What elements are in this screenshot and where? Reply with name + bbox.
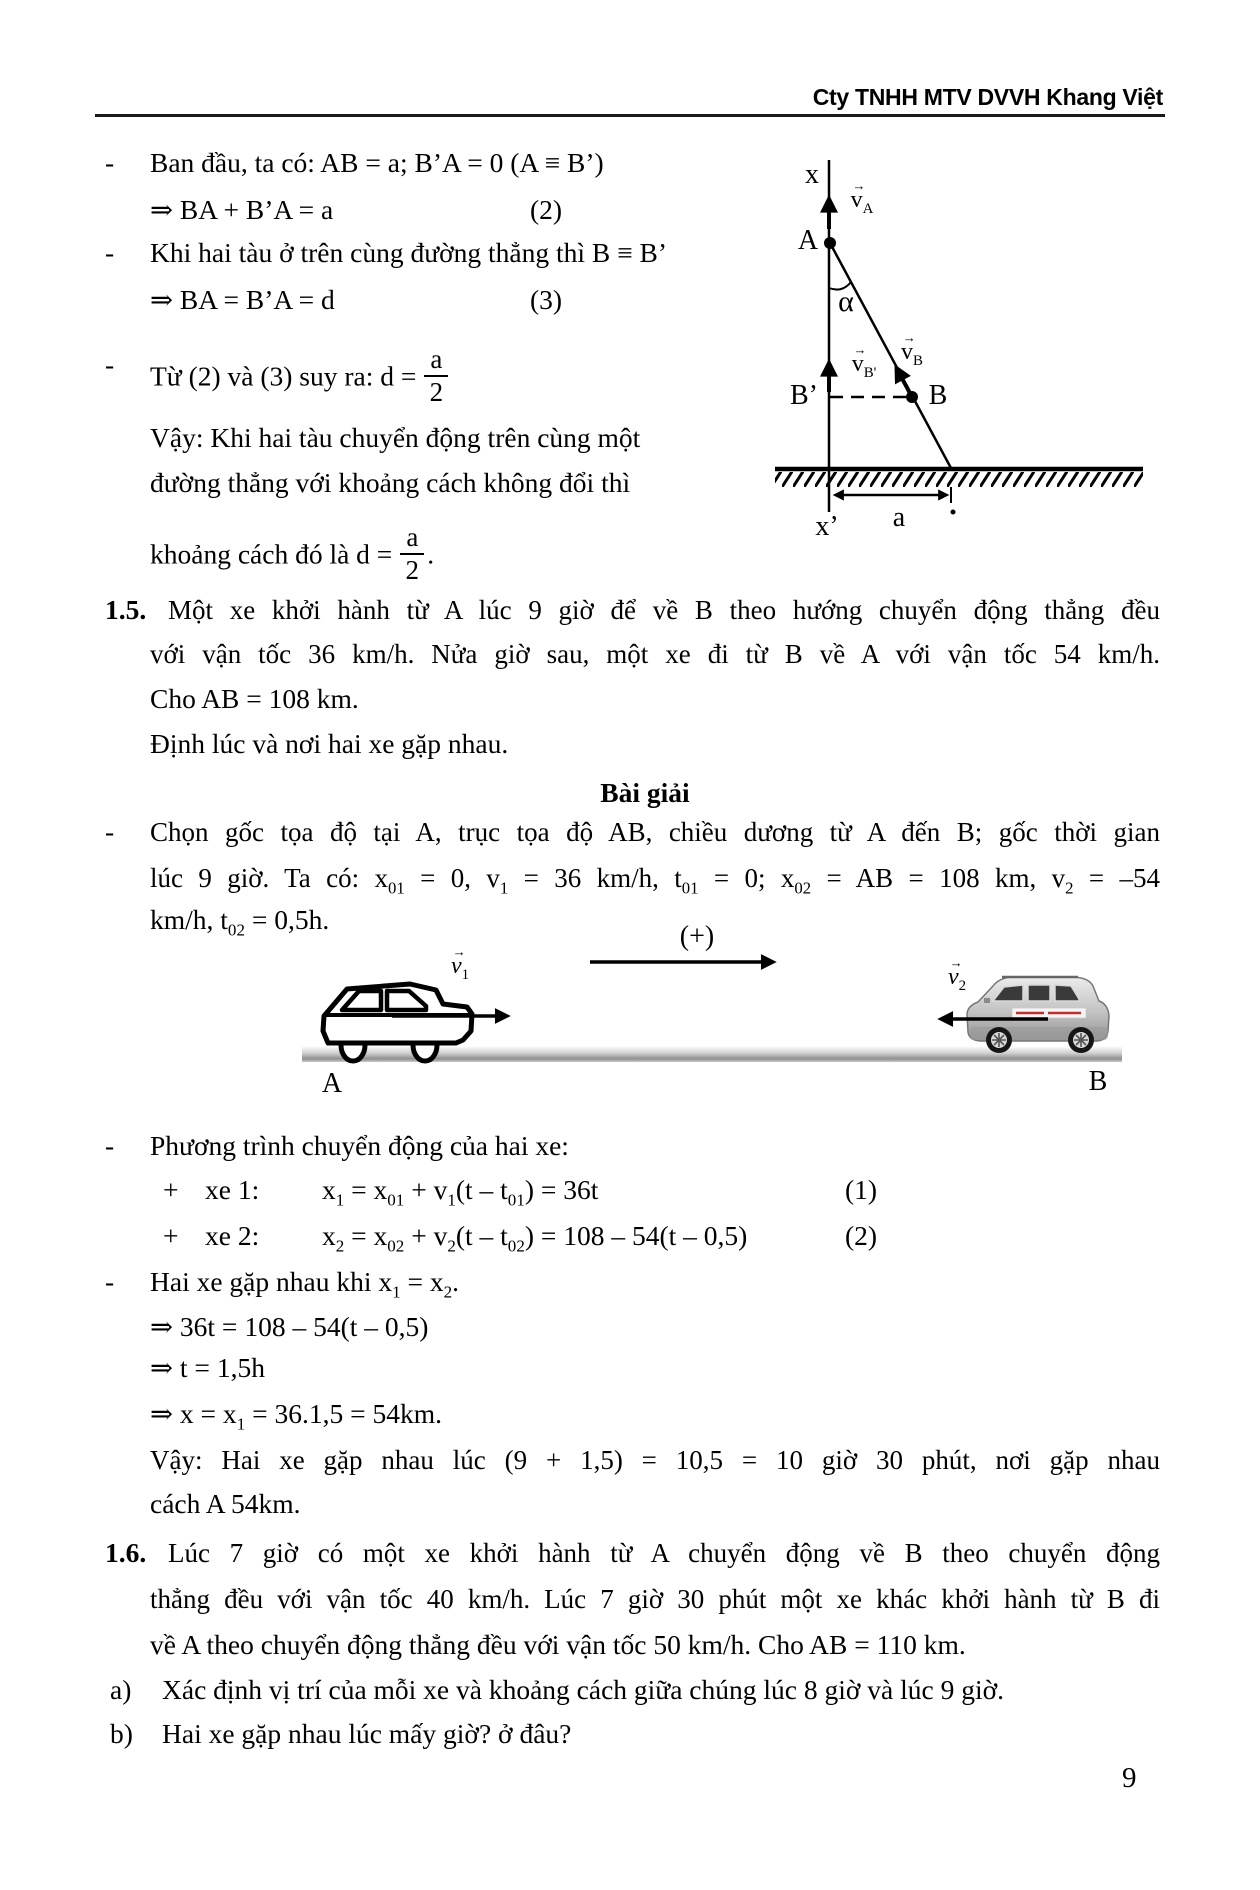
xe2-equation: $x_2 = x_{02} + v_2(t - t_{02}) = 108 - 54(t - 0,5)$ <box>322 1220 748 1256</box>
problem-1-5-line2: với vận tốc 36 km/h. Nửa giờ sau, một xe đi từ B về A với vận tốc 54 km/h. <box>150 639 1160 669</box>
line-ban-dau: Ban đầu, ta có: AB = a; B’A = 0 (A ≡ B’) <box>150 147 604 178</box>
bullet-dash: - <box>105 1266 115 1297</box>
xe1-label: xe 1: <box>205 1174 260 1205</box>
fig1-diagram <box>760 130 1180 570</box>
fig2-diagram <box>290 900 1150 1100</box>
problem-1-5-line4: Định lúc và nơi hai xe gặp nhau. <box>150 728 509 759</box>
fraction-a-2: $\frac{a}{2}$ <box>424 344 448 408</box>
bullet-plus: + <box>163 1174 179 1205</box>
line-tu-2-va-3 <box>150 344 451 411</box>
car2-suv-image <box>967 977 1109 1053</box>
solution-line-chon-goc: Chọn gốc tọa độ tại A, trục tọa độ AB, chiều dương từ A đến B; gốc thời gian <box>150 817 1160 847</box>
bullet-dash: - <box>105 237 115 268</box>
bullet-dash: - <box>105 147 115 178</box>
header-rule <box>95 114 1165 117</box>
fig1-point-Bp-label: B’ <box>790 380 818 411</box>
line-vay-3-text: khoảng cách đó là d = <box>150 538 393 570</box>
solution-line-phuong-trinh: Phương trình chuyển động của hai xe: <box>150 1130 569 1161</box>
solution-step-1: ⇒ 36t = 108 – 54(t – 0,5) <box>150 1311 429 1342</box>
solution-line-ta-co: lúc 9 giờ. Ta có: $x_{01} = 0$, $v_1 = 36$ km/h, $t_{01} = 0$; $x_{02}$ = AB = 108 km, $v_2 = -54$ <box>150 863 1160 898</box>
fig1-point-B-label: B <box>928 380 948 411</box>
eq1-number: (1) <box>845 1174 878 1205</box>
line-vay-1: Vậy: Khi hai tàu chuyển động trên cùng một <box>150 422 641 453</box>
problem-1-5-line3: Cho AB = 108 km. <box>150 683 359 714</box>
eq2-number: (2) <box>530 194 563 225</box>
fig1-point-B-dot <box>906 391 918 403</box>
eq3-number: (3) <box>530 284 563 315</box>
problem-1-6-line1: Lúc 7 giờ có một xe khởi hành từ A chuyển động về B theo chuyển động <box>168 1538 1160 1568</box>
fig1-xprime-label: x’ <box>815 511 839 542</box>
page-number: 9 <box>1122 1762 1137 1794</box>
solution-conclusion-1: Vậy: Hai xe gặp nhau lúc (9 + 1,5) = 10,5 = 10 giờ 30 phút, nơi gặp nhau <box>150 1445 1160 1475</box>
xe2-label: xe 2: <box>205 1220 260 1251</box>
fraction-a-2: $\frac{a}{2}$ <box>400 522 424 586</box>
solution-step-3: ⇒ $x = x_1 = 36.1,5 = 54km$. <box>150 1398 442 1434</box>
fig1-vB-label: → $v_B$ <box>901 340 923 364</box>
solution-line-gap-nhau: Hai xe gặp nhau khi $x_1 = x_2$. <box>150 1266 460 1302</box>
line-vay-3: khoảng cách đó là d = $\frac{a}{2}$ . <box>150 522 435 585</box>
fig1-x-axis-label: x <box>805 159 819 190</box>
problem-1-5-number: 1.5. <box>105 594 147 625</box>
solution-line-t02: km/h, $t_{02} = 0,5h$. <box>150 904 330 940</box>
eq2b-number: (2) <box>845 1220 878 1251</box>
problem-1-5-line1: Một xe khởi hành từ A lúc 9 giờ để về B theo hướng chuyển động thẳng đều <box>168 595 1160 625</box>
fig1-ground-hatch <box>775 472 1143 487</box>
problem-1-6-number: 1.6. <box>105 1537 147 1568</box>
fig1-slant-line <box>830 243 952 470</box>
header-company: Cty TNHH MTV DVVH Khang Việt <box>812 84 1163 110</box>
problem-1-6-line3: về A theo chuyển động thẳng đều với vận tốc 50 km/h. Cho AB = 110 km. <box>150 1629 966 1660</box>
bullet-plus: + <box>163 1220 179 1251</box>
fig2-v1-label: → $v_1$ <box>451 954 469 978</box>
fig1-alpha-label: α <box>838 285 854 318</box>
solution-conclusion-2: cách A 54km. <box>150 1488 301 1519</box>
bullet-dash: - <box>105 349 115 380</box>
line-tu-2-va-3-text: Từ (2) và (3) suy ra: d = <box>150 360 417 392</box>
fig2-positive-direction-label: (+) <box>679 921 715 952</box>
question-b-marker: b) <box>110 1718 133 1749</box>
question-b-text: Hai xe gặp nhau lúc mấy giờ? ở đâu? <box>162 1718 572 1749</box>
solution-title: Bài giải <box>600 777 690 808</box>
line-khi-hai-tau: Khi hai tàu ở trên cùng đường thẳng thì B ≡ B’ <box>150 237 667 268</box>
problem-1-6-line2: thẳng đều với vận tốc 40 km/h. Lúc 7 giờ 30 phút một xe khác khởi hành từ B đi <box>150 1584 1160 1614</box>
fig1-vA-label: → $v_A$ <box>851 188 874 212</box>
line-eq2: ⇒ BA + B’A = a <box>150 194 334 225</box>
fig1-point-A-label: A <box>797 225 819 256</box>
solution-step-2: ⇒ t = 1,5h <box>150 1352 265 1383</box>
line-eq3: ⇒ BA = B’A = d <box>150 284 335 315</box>
fig2-v2-label: → $v_2$ <box>948 965 966 989</box>
fig1-a-label: a <box>892 502 906 533</box>
question-a-marker: a) <box>110 1674 132 1705</box>
fig1-stray-dot <box>951 510 956 515</box>
line-vay-2: đường thẳng với khoảng cách không đổi thì <box>150 467 631 498</box>
bullet-dash: - <box>105 1130 115 1161</box>
fig1-vBp-label: → $v_{B'}$ <box>852 352 877 376</box>
question-a-text: Xác định vị trí của mỗi xe và khoảng cách giữa chúng lúc 8 giờ và lúc 9 giờ. <box>162 1674 1005 1705</box>
xe1-equation: $x_1 = x_{01} + v_1(t - t_{01}) = 36t$ <box>322 1174 599 1210</box>
bullet-dash: - <box>105 816 115 847</box>
fig2-point-A-label: A <box>321 1068 343 1099</box>
fig2-point-B-label: B <box>1088 1066 1108 1097</box>
